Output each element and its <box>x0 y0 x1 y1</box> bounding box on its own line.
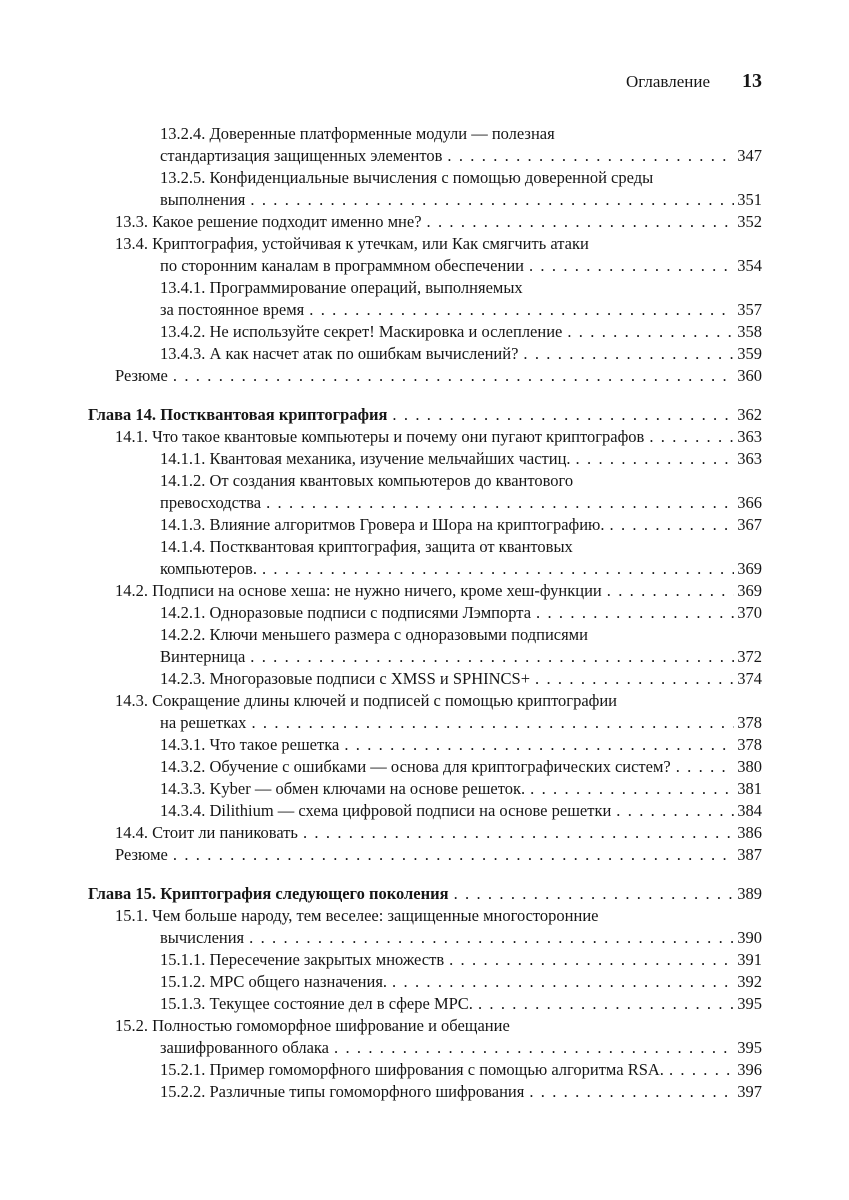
dot-leader <box>607 580 735 602</box>
toc-chapter-entry <box>88 883 762 905</box>
toc-page-number: 358 <box>737 322 762 341</box>
toc-page-number: 395 <box>737 1038 762 1057</box>
toc-page-number: 347 <box>737 146 762 165</box>
dot-leader <box>392 971 734 993</box>
toc-entry-line <box>88 343 762 365</box>
toc-entry-line <box>88 470 762 492</box>
toc-entry <box>88 277 762 321</box>
toc-page-number: 390 <box>737 928 762 947</box>
toc-page-number: 395 <box>737 994 762 1013</box>
toc-entry <box>88 448 762 470</box>
dot-leader <box>250 189 734 211</box>
toc-entry <box>88 167 762 211</box>
toc-entry-text: 13.4.3. А как насчет атак по ошибкам вычислений? <box>160 344 519 363</box>
toc-entry-line <box>88 448 762 470</box>
toc-entry-text: 15.1.1. Пересечение закрытых множеств <box>160 950 445 969</box>
toc-entry-text: 15.1.2. MPC общего назначения. <box>160 972 388 991</box>
toc-entry-line <box>88 844 762 866</box>
toc-entry <box>88 844 762 866</box>
toc-page-number: 360 <box>737 366 762 385</box>
toc-entry-line <box>88 211 762 233</box>
dot-leader <box>447 145 734 167</box>
dot-leader <box>567 321 734 343</box>
toc-entry-text: компьютеров. <box>160 559 257 578</box>
toc-entry-line <box>88 536 762 558</box>
toc-entry <box>88 536 762 580</box>
toc-entry-continuation <box>88 299 762 321</box>
dot-leader <box>649 426 734 448</box>
dot-leader <box>344 734 734 756</box>
toc-entry-line <box>88 993 762 1015</box>
dot-leader <box>449 949 734 971</box>
header-title: Оглавление <box>626 72 710 91</box>
toc-entry <box>88 580 762 602</box>
toc-entry-continuation <box>88 927 762 949</box>
toc-entry-text: 14.3.4. Dilithium — схема цифровой подписи на основе решетки <box>160 801 612 820</box>
toc-entry <box>88 778 762 800</box>
toc-page-number: 381 <box>737 779 762 798</box>
toc-entry-text: 13.4.2. Не используйте секрет! Маскировка и ослепление <box>160 322 563 341</box>
toc-entry <box>88 905 762 949</box>
toc-entry-text: 14.2.2. Ключи меньшего размера с одноразовыми подписями <box>160 625 588 644</box>
toc-entry-continuation <box>88 255 762 277</box>
toc-page-number: 378 <box>737 713 762 732</box>
toc-page-number: 362 <box>737 405 762 424</box>
toc-entry-line <box>88 756 762 778</box>
dot-leader <box>266 492 734 514</box>
toc-chapter-entry <box>88 404 762 426</box>
toc-page-number: 370 <box>737 603 762 622</box>
toc-entry-text: 15.2.2. Различные типы гомоморфного шифрования <box>160 1082 525 1101</box>
toc-page-number: 392 <box>737 972 762 991</box>
toc-page-number: 363 <box>737 449 762 468</box>
toc-entry-text: 15.2.1. Пример гомоморфного шифрования с помощью алгоритма RSA. <box>160 1060 664 1079</box>
toc-chapter-label: Глава 15. <box>88 884 157 903</box>
toc-entry-line <box>88 690 762 712</box>
toc-entry <box>88 624 762 668</box>
toc-entry <box>88 233 762 277</box>
toc-entry <box>88 1059 762 1081</box>
toc-page-number: 359 <box>737 344 762 363</box>
dot-leader <box>529 1081 734 1103</box>
dot-leader <box>536 602 734 624</box>
toc-entry-text: за постоянное время <box>160 300 305 319</box>
toc-entry-text: 15.2. Полностью гомоморфное шифрование и обещание <box>115 1016 510 1035</box>
toc-entry <box>88 602 762 624</box>
toc-entry <box>88 1081 762 1103</box>
dot-leader <box>249 927 734 949</box>
toc-list <box>88 123 762 1103</box>
toc-entry <box>88 123 762 167</box>
dot-leader <box>676 756 735 778</box>
toc-entry-text: 13.2.4. Доверенные платформенные модули — полезная <box>160 124 555 143</box>
toc-entry-line <box>88 1015 762 1037</box>
toc-entry-line <box>88 321 762 343</box>
toc-entry-text: на решетках <box>160 713 247 732</box>
toc-entry-continuation <box>88 1037 762 1059</box>
toc-page-number: 397 <box>737 1082 762 1101</box>
toc-page-number: 374 <box>737 669 762 688</box>
toc-entry-text: Глава 14. Постквантовая криптография <box>88 405 388 424</box>
toc-entry-line <box>88 624 762 646</box>
toc-page-number: 384 <box>737 801 762 820</box>
toc-page-number: 354 <box>737 256 762 275</box>
toc-entry <box>88 343 762 365</box>
dot-leader <box>478 993 734 1015</box>
toc-entry <box>88 668 762 690</box>
toc-entry-text: 13.2.5. Конфиденциальные вычисления с помощью доверенной среды <box>160 168 654 187</box>
toc-page-number: 386 <box>737 823 762 842</box>
toc-entry-text: 14.4. Стоит ли паниковать <box>115 823 298 842</box>
toc-entry <box>88 321 762 343</box>
toc-entry-text: 15.1.3. Текущее состояние дел в сфере MPC. <box>160 994 473 1013</box>
toc-chapter-label: Глава 14. <box>88 405 157 424</box>
header-page-number: 13 <box>742 70 762 92</box>
dot-leader <box>427 211 735 233</box>
toc-entry <box>88 756 762 778</box>
toc-entry-text: 13.4. Криптография, устойчивая к утечкам, или Как смягчить атаки <box>115 234 589 253</box>
dot-leader <box>262 558 734 580</box>
toc-entry <box>88 690 762 734</box>
dot-leader <box>523 343 734 365</box>
toc-entry <box>88 470 762 514</box>
toc-entry <box>88 949 762 971</box>
dot-leader <box>530 778 734 800</box>
toc-entry <box>88 734 762 756</box>
toc-page-number: 369 <box>737 559 762 578</box>
toc-entry-text: 14.1.2. От создания квантовых компьютеров до квантового <box>160 471 574 490</box>
dot-leader <box>610 514 735 536</box>
dot-leader <box>454 883 735 905</box>
toc-entry-continuation <box>88 492 762 514</box>
dot-leader <box>173 844 734 866</box>
toc-entry-text: 14.1.3. Влияние алгоритмов Гровера и Шора на криптографию. <box>160 515 605 534</box>
toc-entry-text: вычисления <box>160 928 245 947</box>
toc-entry-line <box>88 123 762 145</box>
toc-entry-text: 13.4.1. Программирование операций, выполняемых <box>160 278 523 297</box>
toc-entry-continuation <box>88 712 762 734</box>
toc-entry-line <box>88 800 762 822</box>
toc-entry-line <box>88 404 762 426</box>
toc-entry-text: 14.3.3. Kyber — обмен ключами на основе решеток. <box>160 779 526 798</box>
dot-leader <box>669 1059 734 1081</box>
toc-page-number: 387 <box>737 845 762 864</box>
toc-page-number: 367 <box>737 515 762 534</box>
toc-entry-line <box>88 778 762 800</box>
toc-entry-line <box>88 514 762 536</box>
toc-entry <box>88 822 762 844</box>
toc-entry-text: 14.2.1. Одноразовые подписи с подписями Лэмпорта <box>160 603 532 622</box>
toc-page-number: 396 <box>737 1060 762 1079</box>
toc-entry-text: 13.3. Какое решение подходит именно мне? <box>115 212 422 231</box>
toc-entry-text: 14.2.3. Многоразовые подписи с XMSS и SPHINCS+ <box>160 669 531 688</box>
toc-page-number: 357 <box>737 300 762 319</box>
toc-entry <box>88 971 762 993</box>
toc-page-number: 389 <box>737 884 762 903</box>
toc-entry-continuation <box>88 558 762 580</box>
dot-leader <box>250 646 734 668</box>
toc-page-number: 380 <box>737 757 762 776</box>
toc-entry-line <box>88 277 762 299</box>
toc-entry-text: 14.1. Что такое квантовые компьютеры и почему они пугают криптографов <box>115 427 645 446</box>
dot-leader <box>173 365 734 387</box>
toc-entry-text: выполнения <box>160 190 246 209</box>
toc-entry-text: 14.3.1. Что такое решетка <box>160 735 340 754</box>
toc-entry <box>88 993 762 1015</box>
toc-page-number: 351 <box>737 190 762 209</box>
toc-page-number: 352 <box>737 212 762 231</box>
toc-entry-text: превосходства <box>160 493 262 512</box>
toc-entry-line <box>88 822 762 844</box>
toc-entry-line <box>88 905 762 927</box>
toc-entry-text: 14.2. Подписи на основе хеша: не нужно ничего, кроме хеш-функции <box>115 581 602 600</box>
dot-leader <box>535 668 734 690</box>
toc-entry-text: 14.3.2. Обучение с ошибками — основа для криптографических систем? <box>160 757 671 776</box>
toc-entry <box>88 514 762 536</box>
toc-page-number: 378 <box>737 735 762 754</box>
toc-entry-text: зашифрованного облака <box>160 1038 329 1057</box>
dot-leader <box>529 255 734 277</box>
toc-entry-text: 14.1.1. Квантовая механика, изучение мельчайших частиц. <box>160 449 571 468</box>
toc-entry-text: Винтерница <box>160 647 246 666</box>
toc-entry-line <box>88 233 762 255</box>
toc-page-number: 366 <box>737 493 762 512</box>
toc-entry-line <box>88 1059 762 1081</box>
toc-entry <box>88 211 762 233</box>
toc-entry-continuation <box>88 646 762 668</box>
dot-leader <box>616 800 734 822</box>
toc-entry-line <box>88 734 762 756</box>
toc-entry-text: стандартизация защищенных элементов <box>160 146 443 165</box>
toc-entry-line <box>88 883 762 905</box>
toc-entry-text: 14.1.4. Постквантовая криптография, защита от квантовых <box>160 537 573 556</box>
toc-entry-text: по сторонним каналам в программном обеспечении <box>160 256 524 275</box>
toc-entry-text: Глава 15. Криптография следующего поколения <box>88 884 449 903</box>
toc-page-number: 369 <box>737 581 762 600</box>
dot-leader <box>576 448 735 470</box>
toc-entry-line <box>88 365 762 387</box>
toc-entry-text: Резюме <box>115 366 168 385</box>
page-header <box>88 70 762 93</box>
toc-page-number: 363 <box>737 427 762 446</box>
toc-entry-continuation <box>88 189 762 211</box>
toc-entry <box>88 800 762 822</box>
toc-page-number: 372 <box>737 647 762 666</box>
dot-leader <box>251 712 734 734</box>
toc-entry-text: Резюме <box>115 845 168 864</box>
toc-entry-line <box>88 949 762 971</box>
toc-entry-line <box>88 668 762 690</box>
toc-page-number: 391 <box>737 950 762 969</box>
dot-leader <box>309 299 734 321</box>
toc-entry-line <box>88 971 762 993</box>
dot-leader <box>334 1037 734 1059</box>
toc-entry-line <box>88 1081 762 1103</box>
dot-leader <box>303 822 734 844</box>
toc-entry-text: 15.1. Чем больше народу, тем веселее: защищенные многосторонние <box>115 906 599 925</box>
toc-entry-line <box>88 426 762 448</box>
toc-entry-continuation <box>88 145 762 167</box>
toc-entry <box>88 1015 762 1059</box>
toc-entry-line <box>88 580 762 602</box>
toc-entry <box>88 365 762 387</box>
toc-entry-line <box>88 602 762 624</box>
toc-entry-text: 14.3. Сокращение длины ключей и подписей с помощью криптографии <box>115 691 618 710</box>
dot-leader <box>392 404 734 426</box>
toc-entry <box>88 426 762 448</box>
toc-entry-line <box>88 167 762 189</box>
